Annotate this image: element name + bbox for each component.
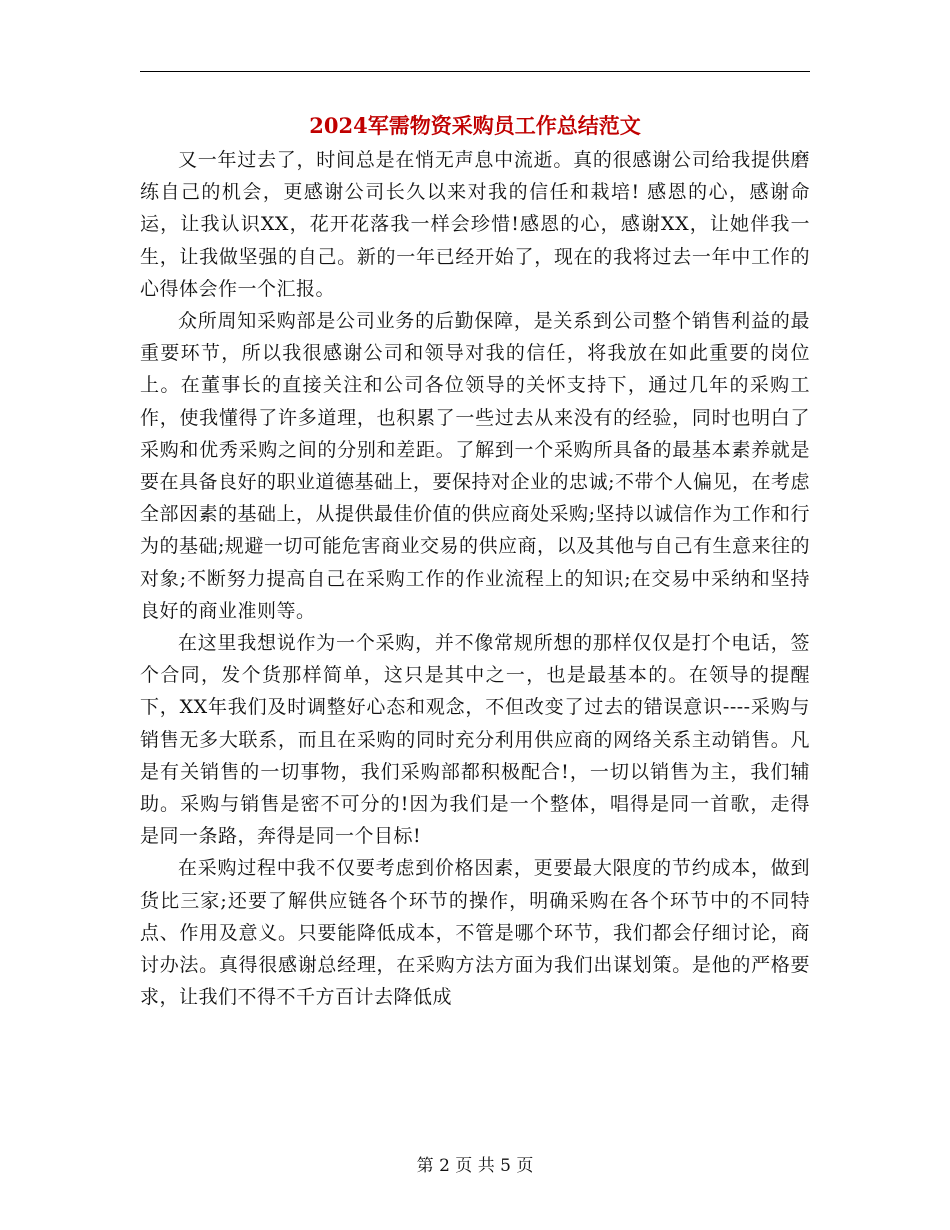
paragraph-3: 在这里我想说作为一个采购，并不像常规所想的那样仅仅是打个电话，签个合同，发个货那样简单，这只是其中之一，也是最基本的。在领导的提醒下，XX年我们及时调整好心态和观念，不但改变了过去的错误意识----采购与销售无多大联系，而且在采购的同时充分利用供应商的网络关系主动销售。凡是有关销售的一切事物，我们采购部都积极配合!，一切以销售为主，我们辅助。采购与销售是密不可分的!因为我们是一个整体，唱得是同一首歌，走得是同一条路，奔得是同一个目标! [140, 632, 810, 848]
document-body [140, 144, 810, 1013]
paragraph-2: 众所周知采购部是公司业务的后勤保障，是关系到公司整个销售利益的最重要环节，所以我很感谢公司和领导对我的信任，将我放在如此重要的岗位上。在董事长的直接关注和公司各位领导的关怀支持下，通过几年的采购工作，使我懂得了许多道理，也积累了一些过去从来没有的经验，同时也明白了采购和优秀采购之间的分别和差距。了解到一个采购所具备的最基本素养就是要在具备良好的职业道德基础上，要保持对企业的忠诚;不带个人偏见，在考虑全部因素的基础上，从提供最佳价值的供应商处采购;坚持以诚信作为工作和行为的基础;规避一切可能危害商业交易的供应商，以及其他与自己有生意来往的对象;不断努力提高自己在采购工作的作业流程上的知识;在交易中采纳和坚持良好的商业准则等。 [140, 310, 810, 622]
page-number-footer: 第 2 页 共 5 页 [416, 1156, 534, 1176]
paragraph-4: 在采购过程中我不仅要考虑到价格因素，更要最大限度的节约成本，做到货比三家;还要了解供应链各个环节的操作，明确采购在各个环节中的不同特点、作用及意义。只要能降低成本，不管是哪个环节，我们都会仔细讨论，商讨办法。真得很感谢总经理，在采购方法方面为我们出谋划策。是他的严格要求，让我们不得不千方百计去降低成 [140, 857, 810, 1009]
paragraph-1: 又一年过去了，时间总是在悄无声息中流逝。真的很感谢公司给我提供磨练自己的机会，更感谢公司长久以来对我的信任和栽培! 感恩的心，感谢命运，让我认识XX，花开花落我一样会珍惜!感恩的心，感谢XX，让她伴我一生，让我做坚强的自己。新的一年已经开始了，现在的我将过去一年中工作的心得体会作一个汇报。 [140, 149, 810, 300]
header-rule [140, 71, 810, 72]
document-title: 2024军需物资采购员工作总结范文 [309, 113, 641, 138]
